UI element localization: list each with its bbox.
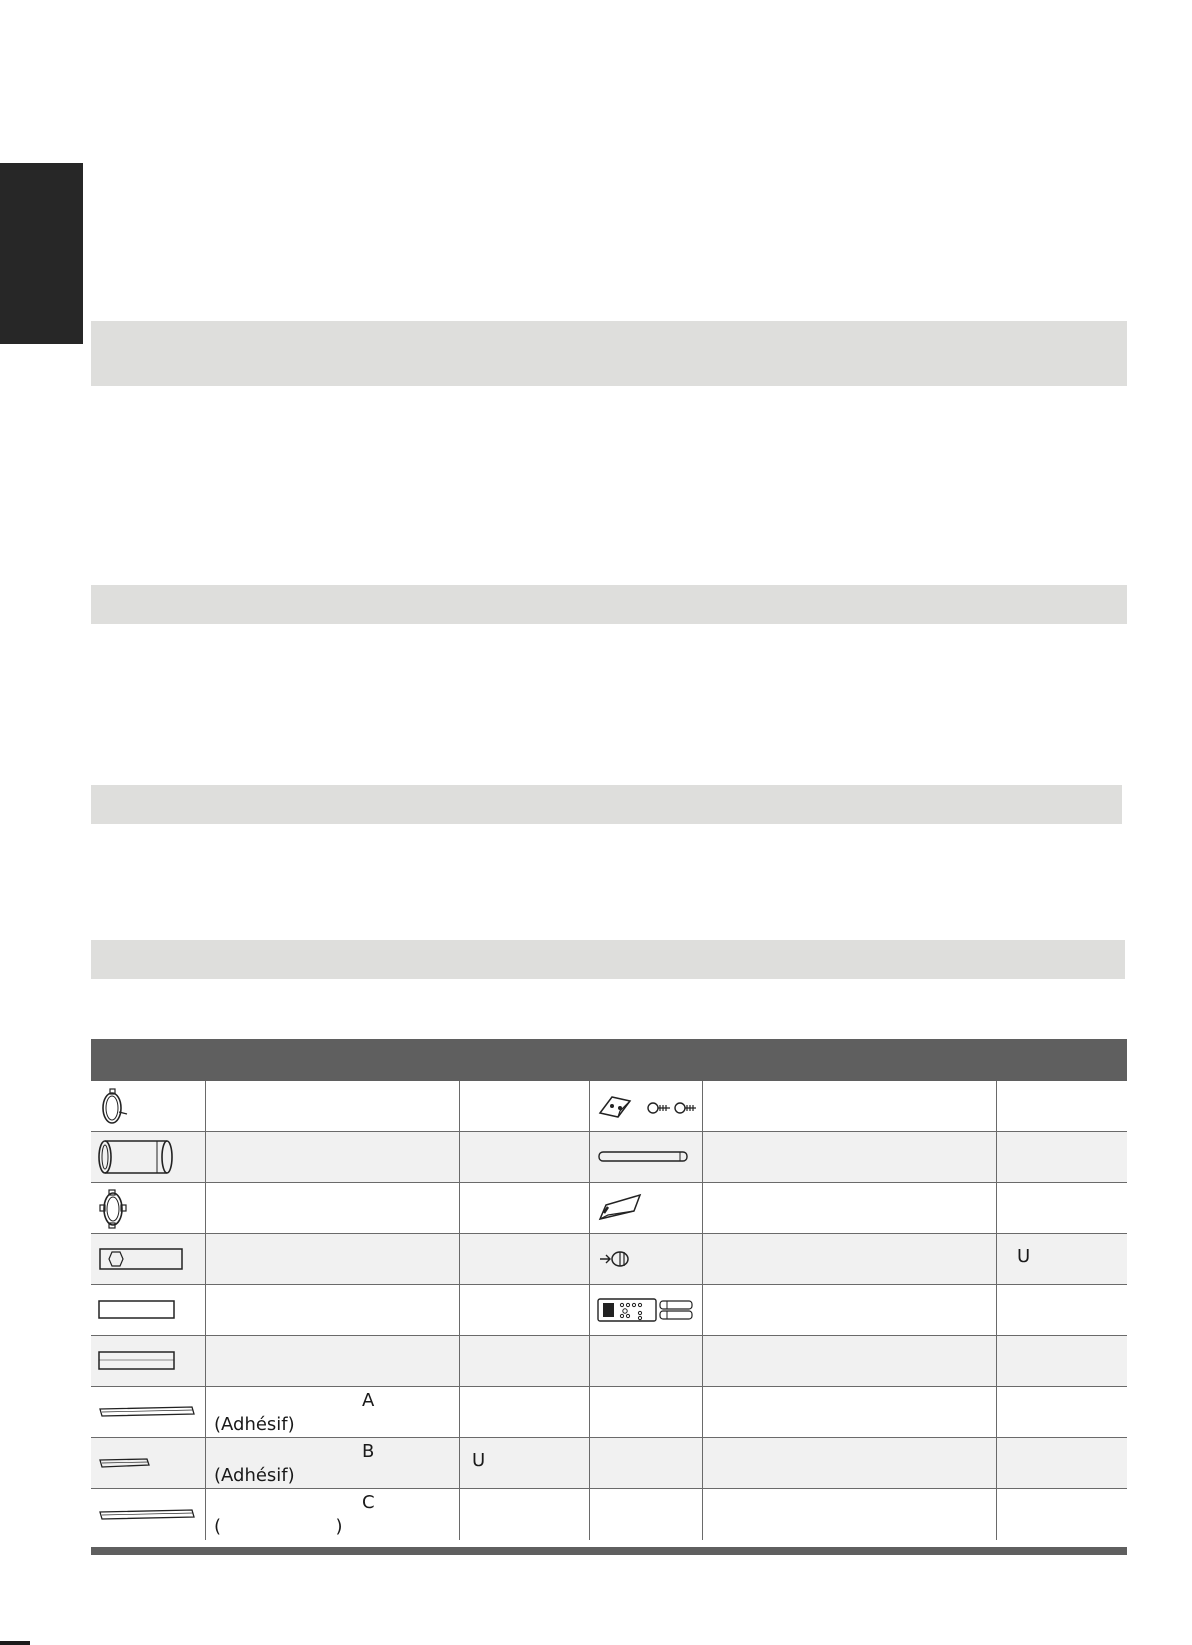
part-quantity bbox=[997, 1387, 1127, 1437]
clip-icon bbox=[596, 1191, 646, 1225]
part-icon-cell bbox=[590, 1183, 703, 1233]
part-description bbox=[703, 1387, 997, 1437]
part-label-line1: C bbox=[362, 1492, 375, 1513]
window-panel-icon bbox=[97, 1299, 177, 1321]
part-quantity bbox=[460, 1336, 590, 1386]
part-icon-cell bbox=[590, 1234, 703, 1284]
part-description bbox=[703, 1132, 997, 1182]
part-description bbox=[703, 1489, 997, 1540]
part-description bbox=[206, 1336, 460, 1386]
table-row bbox=[91, 1234, 1127, 1285]
remote-and-batteries-icon bbox=[596, 1297, 696, 1323]
part-quantity bbox=[460, 1234, 590, 1284]
table-bottom-rule bbox=[91, 1547, 1127, 1555]
part-icon-cell bbox=[590, 1336, 703, 1386]
part-icon-cell bbox=[91, 1489, 206, 1540]
part-quantity bbox=[997, 1132, 1127, 1182]
bracket-and-screws-icon bbox=[596, 1091, 700, 1121]
table-row bbox=[91, 1132, 1127, 1183]
table-row bbox=[91, 1438, 1127, 1489]
part-icon-cell bbox=[590, 1438, 703, 1488]
hose-connector-icon bbox=[97, 1187, 131, 1229]
part-icon-cell bbox=[91, 1387, 206, 1437]
part-quantity bbox=[460, 1081, 590, 1131]
section-header-band-3 bbox=[91, 785, 1122, 824]
table-row bbox=[91, 1183, 1127, 1234]
part-icon-cell bbox=[590, 1132, 703, 1182]
part-description bbox=[206, 1234, 460, 1284]
foam-seal-a-icon bbox=[97, 1404, 197, 1420]
part-quantity bbox=[460, 1489, 590, 1540]
window-panel-extension-icon bbox=[97, 1350, 177, 1372]
part-quantity: U bbox=[1017, 1246, 1031, 1267]
part-quantity bbox=[997, 1183, 1127, 1233]
foam-seal-b-icon bbox=[97, 1456, 153, 1470]
part-icon-cell bbox=[590, 1387, 703, 1437]
window-slider-adapter-icon bbox=[97, 1246, 185, 1272]
part-description bbox=[703, 1336, 997, 1386]
part-label-line1 bbox=[214, 1134, 451, 1158]
table-row bbox=[91, 1489, 1127, 1540]
part-quantity bbox=[460, 1183, 590, 1233]
table-header bbox=[91, 1039, 1127, 1081]
push-pin-icon bbox=[596, 1247, 636, 1271]
part-description bbox=[206, 1081, 460, 1131]
foam-seal-c-icon bbox=[97, 1507, 197, 1523]
part-icon-cell bbox=[91, 1183, 206, 1233]
part-description bbox=[206, 1387, 460, 1437]
part-description bbox=[206, 1132, 460, 1182]
exhaust-hose-icon bbox=[97, 1137, 175, 1177]
part-quantity bbox=[997, 1285, 1127, 1335]
part-icon-cell bbox=[91, 1336, 206, 1386]
part-quantity bbox=[997, 1438, 1127, 1488]
drain-hose-icon bbox=[596, 1147, 692, 1167]
part-label-line1 bbox=[214, 1287, 451, 1311]
section-header-band-4 bbox=[91, 940, 1125, 979]
part-description bbox=[703, 1183, 997, 1233]
part-description bbox=[703, 1081, 997, 1131]
part-label-line1 bbox=[214, 1236, 451, 1260]
part-icon-cell bbox=[590, 1489, 703, 1540]
part-description bbox=[206, 1285, 460, 1335]
part-label-line1 bbox=[214, 1083, 451, 1107]
part-quantity bbox=[997, 1336, 1127, 1386]
section-header-band-1 bbox=[91, 321, 1127, 386]
part-icon-cell bbox=[590, 1081, 703, 1131]
part-quantity bbox=[460, 1387, 590, 1437]
part-description bbox=[703, 1234, 997, 1284]
round-window-adapter-icon bbox=[97, 1086, 131, 1126]
part-description bbox=[703, 1438, 997, 1488]
part-label-line1: A bbox=[362, 1390, 375, 1411]
part-label-line2: (Adhésif) bbox=[214, 1414, 295, 1435]
table-row bbox=[91, 1387, 1127, 1438]
part-quantity bbox=[997, 1081, 1127, 1131]
part-icon-cell bbox=[91, 1081, 206, 1131]
section-header-band-2 bbox=[91, 585, 1127, 624]
page-corner-mark bbox=[0, 1641, 30, 1645]
table-row bbox=[91, 1081, 1127, 1132]
table-row bbox=[91, 1285, 1127, 1336]
part-label-line1 bbox=[214, 1338, 451, 1362]
part-quantity bbox=[997, 1489, 1127, 1540]
language-side-tab bbox=[0, 163, 83, 344]
part-label-line1: B bbox=[362, 1441, 375, 1462]
part-icon-cell bbox=[91, 1438, 206, 1488]
part-icon-cell bbox=[590, 1285, 703, 1335]
part-quantity bbox=[460, 1285, 590, 1335]
part-description bbox=[206, 1489, 460, 1540]
part-description bbox=[206, 1438, 460, 1488]
table-row bbox=[91, 1336, 1127, 1387]
part-icon-cell bbox=[91, 1234, 206, 1284]
part-label-line2: ( ) bbox=[214, 1516, 343, 1537]
part-icon-cell bbox=[91, 1285, 206, 1335]
accessories-table bbox=[91, 1039, 1127, 1540]
part-label-line2: (Adhésif) bbox=[214, 1465, 295, 1486]
part-quantity: U bbox=[460, 1438, 590, 1488]
part-quantity bbox=[460, 1132, 590, 1182]
part-icon-cell bbox=[91, 1132, 206, 1182]
part-description bbox=[206, 1183, 460, 1233]
part-description bbox=[703, 1285, 997, 1335]
part-label-line1 bbox=[214, 1185, 451, 1209]
